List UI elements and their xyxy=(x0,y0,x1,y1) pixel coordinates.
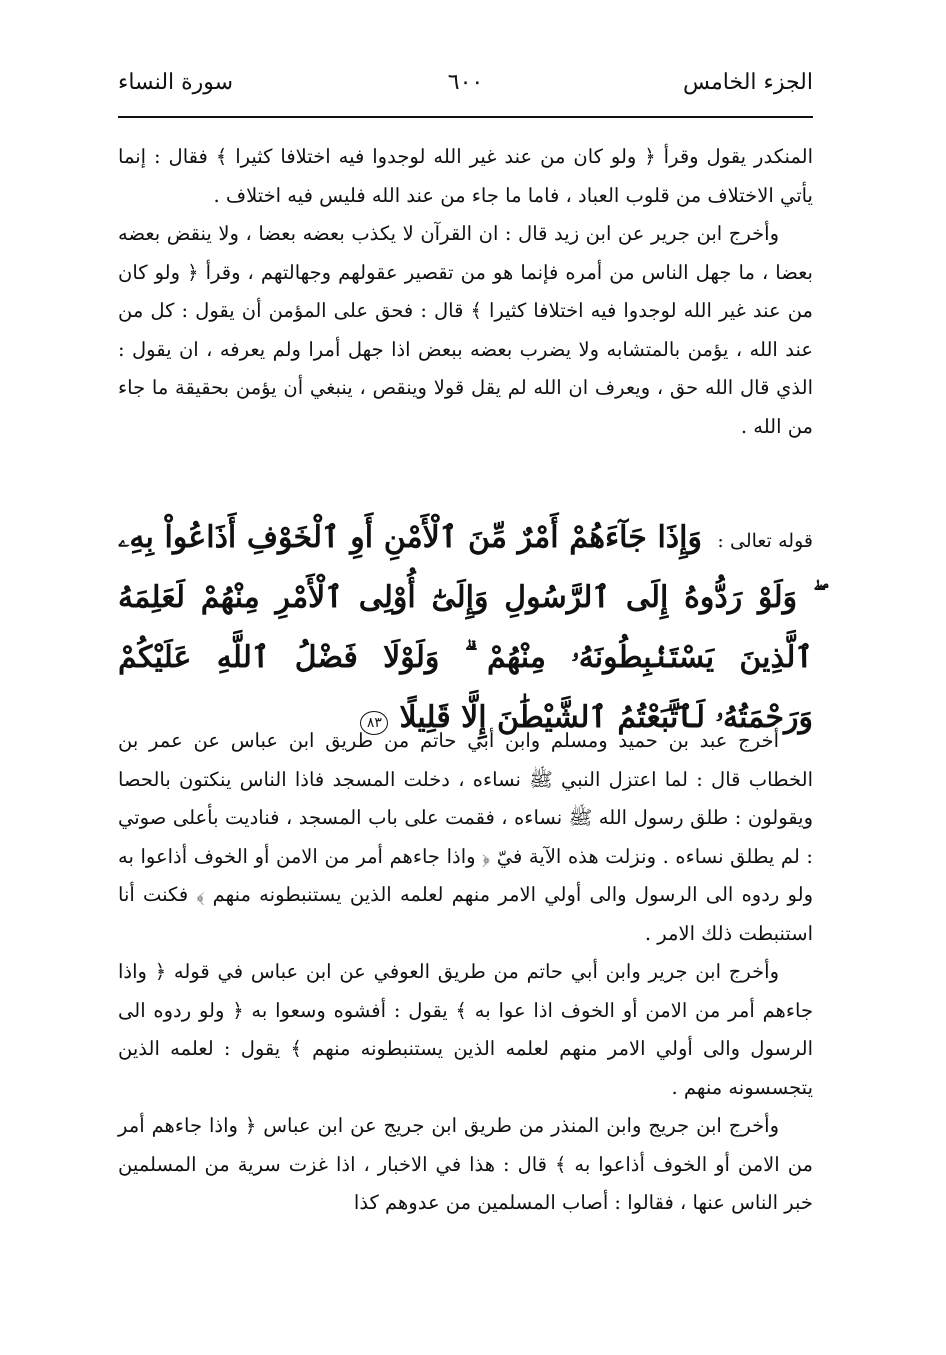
bottom-text-block xyxy=(118,722,813,1223)
surah-title: سورة النساء xyxy=(118,70,234,95)
paragraph: وأخرج ابن جريج وابن المنذر من طريق ابن جريج عن ابن عباس ﴿ واذا جاءهم أمر من الامن أو الخوف أذاعوا به ﴾ قال : هذا في الاخبار ، اذا غزت سرية من المسلمين خبر الناس عنها ، فقالوا : أصاب المسلمين من عدوهم كذا xyxy=(118,1114,813,1214)
top-text-block xyxy=(118,138,813,446)
paragraph: وأخرج ابن جرير عن ابن زيد قال : ان القرآن لا يكذب بعضه بعضا ، ولا ينقض بعضه بعضا ، ما جهل الناس من أمره فإنما هو من تقصير عقولهم وجهالتهم ، وقرأ ﴿ ولو كان من عند غير الله لوجدوا فيه اختلافا كثيرا ﴾ قال : فحق على المؤمن أن يقول : كل من عند الله ، يؤمن بالمتشابه ولا يضرب بعضه ببعض اذا جهل أمرا ولم يعرفه ، ان يقول : الذي قال الله حق ، ويعرف ان الله لم يقل قولا وينقص ، ينبغي أن يؤمن بحقيقة ما جاء من الله . xyxy=(118,222,813,438)
verse-intro: قوله تعالى : xyxy=(717,530,813,552)
paragraph: أخرج عبد بن حميد ومسلم وابن أبي حاتم من طريق ابن عباس عن عمر بن الخطاب قال : لما اعتزل النبي ﷺ نساءه ، دخلت المسجد فاذا الناس ينكتون بالحصا ويقولون : طلق رسول الله ﷺ نساءه ، فقمت على باب المسجد ، فناديت بأعلى صوتي : لم يطلق نساءه . ونزلت هذه الآية فيّ ﴿ واذا جاءهم أمر من الامن أو الخوف أذاعوا به ولو ردوه الى الرسول والى أولي الامر منهم لعلمه الذين يستنبطونه منهم ﴾ فكنت أنا استنبطت ذلك الامر . xyxy=(118,729,813,945)
verse-text: وَإِذَا جَآءَهُمْ أَمْرٌ مِّنَ ٱلْأَمْنِ أَوِ ٱلْخَوْفِ أَذَاعُواْ بِهِۦ ۖ وَلَوْ رَدُّوهُ إِلَى ٱلرَّسُولِ وَإِلَىٰٓ أُوْلِى ٱلْأَمْرِ مِنْهُمْ لَعَلِمَهُ ٱلَّذِينَ يَسْتَنۢبِطُونَهُۥ مِنْهُمْ ۗ وَلَوْلَا فَضْلُ ٱللَّهِ عَلَيْكُمْ وَرَحْمَتُهُۥ لَٱتَّبَعْتُمُ ٱلشَّيْطَٰنَ إِلَّا قَلِيلًا xyxy=(118,520,813,735)
quran-verse-block xyxy=(118,508,813,748)
header-rule xyxy=(118,116,813,118)
paragraph: المنكدر يقول وقرأ ﴿ ولو كان من عند غير الله لوجدوا فيه اختلافا كثيرا ﴾ فقال : إنما يأتي الاختلاف من قلوب العباد ، فاما ما جاء من عند الله فليس فيه اختلاف . xyxy=(118,145,813,207)
ayah-number: ٨٣ xyxy=(360,711,388,735)
page-number: ٦٠٠ xyxy=(447,70,484,95)
paragraph: وأخرج ابن جرير وابن أبي حاتم من طريق العوفي عن ابن عباس في قوله ﴿ واذا جاءهم أمر من الامن أو الخوف اذا عوا به ﴾ يقول : أفشوه وسعوا به ﴿ ولو ردوه الى الرسول والى أولي الامر منهم لعلمه الذين يستنبطونه منهم ﴾ يقول : لعلمه الذين يتجسسونه منهم . xyxy=(118,960,813,1099)
page-header xyxy=(118,66,813,116)
part-title: الجزء الخامس xyxy=(682,70,813,95)
